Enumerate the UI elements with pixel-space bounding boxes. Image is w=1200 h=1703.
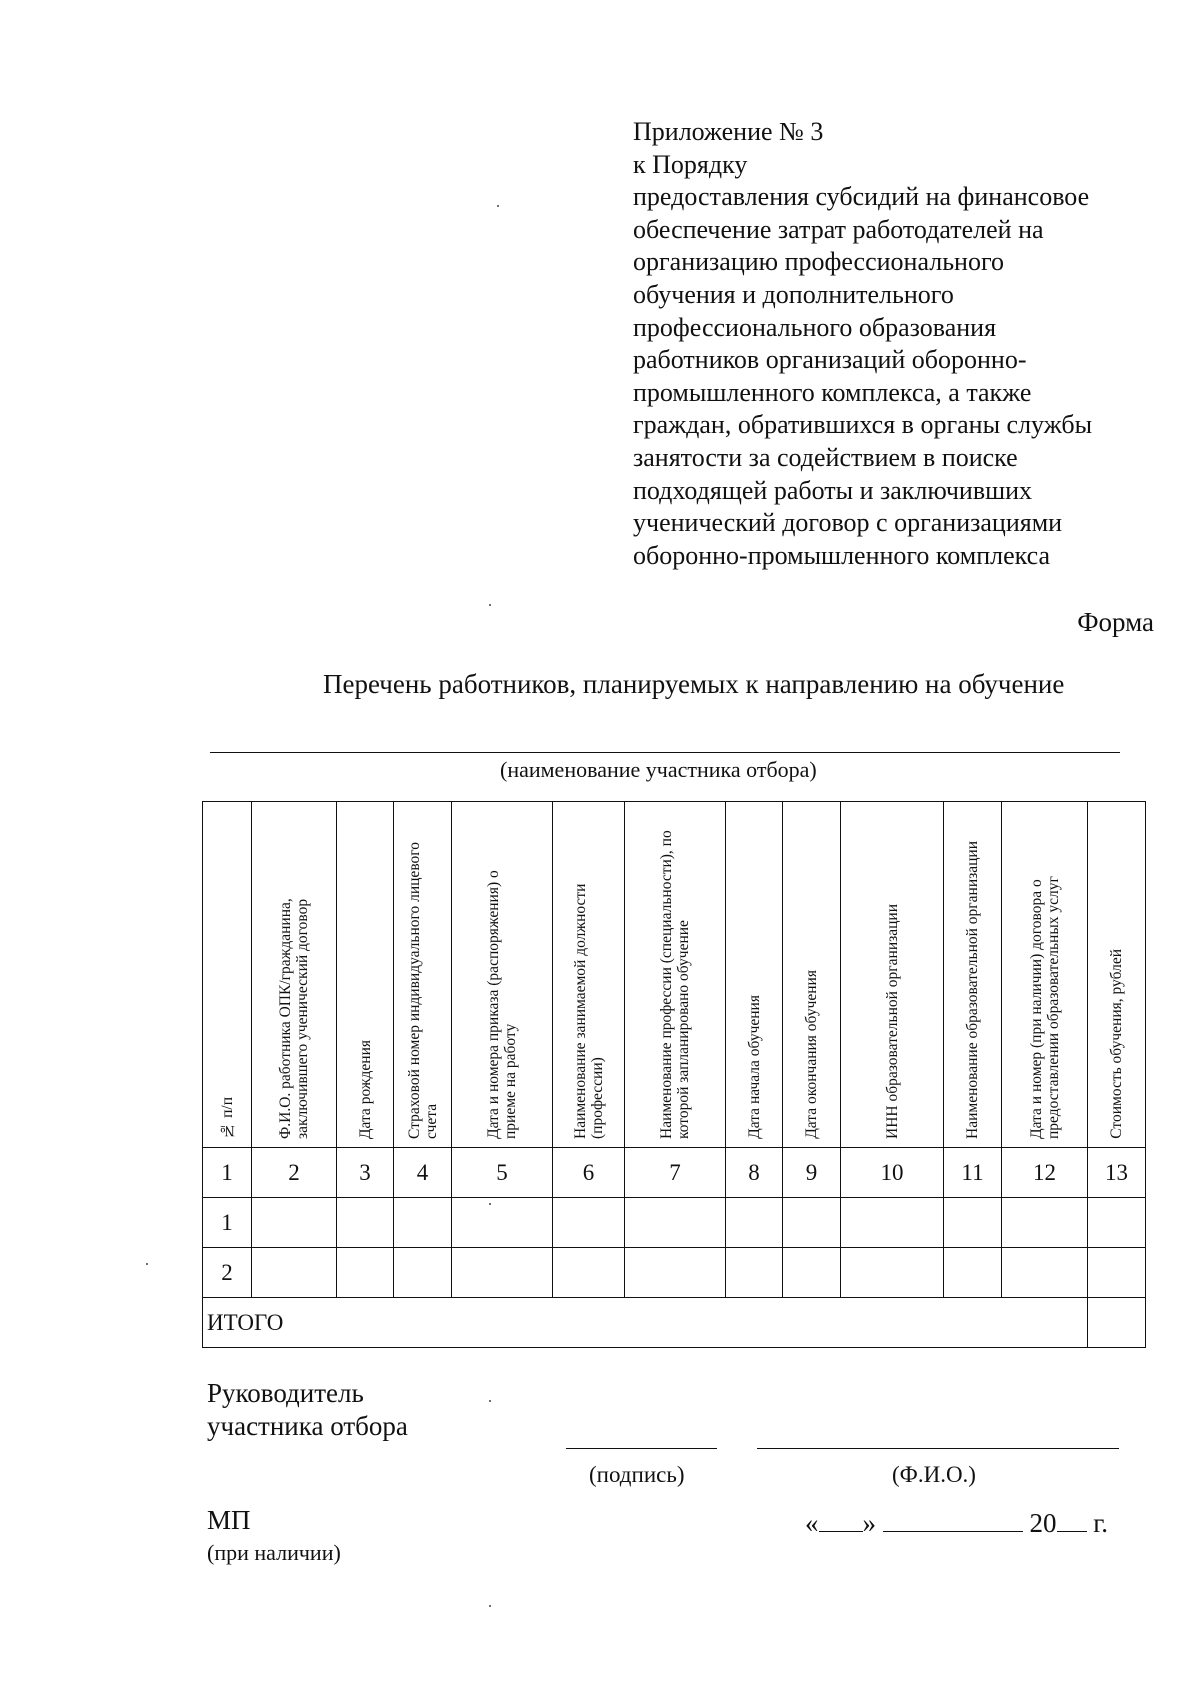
appendix-line: ученический договор с организациями (633, 508, 1063, 538)
appendix-line: обучения и дополнительного (633, 279, 954, 309)
date-field (805, 1507, 1108, 1539)
column-number: 7 (625, 1148, 726, 1198)
scan-speck (146, 1263, 148, 1265)
signatory-role-line: Руководитель (207, 1378, 364, 1408)
appendix-line: организацию профессионального (633, 247, 1004, 277)
header-cell (1002, 802, 1088, 1148)
table-cell[interactable] (1088, 1198, 1146, 1248)
appendix-line: обеспечение затрат работодателей на (633, 214, 1044, 244)
table-row (203, 1198, 1146, 1248)
table-header-row (203, 802, 1146, 1148)
employees-table (202, 801, 1146, 1348)
table-cell[interactable] (1002, 1248, 1088, 1298)
header-cell (394, 802, 452, 1148)
full-name-line[interactable] (757, 1448, 1119, 1449)
table-cell[interactable] (944, 1198, 1002, 1248)
header-label: Стоимость обучения, рублей (1108, 949, 1125, 1139)
table-cell[interactable] (394, 1198, 452, 1248)
column-number: 5 (452, 1148, 553, 1198)
header-cell (337, 802, 394, 1148)
appendix-line: оборонно-промышленного комплекса (633, 540, 1051, 570)
header-label: № п/п (218, 1097, 236, 1139)
scan-speck (497, 205, 499, 207)
column-number: 1 (203, 1148, 252, 1198)
header-cell (783, 802, 841, 1148)
table-cell[interactable] (841, 1248, 944, 1298)
appendix-line: Приложение № 3 (633, 117, 824, 146)
header-label: Дата окончания обучения (803, 970, 820, 1139)
header-label: Дата рождения (356, 1039, 374, 1139)
column-number: 10 (841, 1148, 944, 1198)
table-cell[interactable] (337, 1248, 394, 1298)
appendix-line: профессионального образования (633, 312, 997, 342)
participant-name-line[interactable] (210, 752, 1120, 753)
document-title: Перечень работников, планируемых к направлению на обучение (323, 669, 1065, 699)
header-cell (625, 802, 726, 1148)
stamp-note: (при наличии) (207, 1540, 341, 1565)
appendix-line: занятости за содействием в поиске (633, 442, 1018, 472)
scan-speck (489, 604, 491, 606)
column-number: 11 (944, 1148, 1002, 1198)
appendix-header (633, 116, 1173, 572)
row-number-cell: 1 (203, 1198, 252, 1248)
appendix-line: работников организаций оборонно- (633, 345, 1027, 375)
appendix-line: граждан, обратившихся в органы службы (633, 410, 1093, 440)
header-cell (944, 802, 1002, 1148)
table-cell[interactable] (337, 1198, 394, 1248)
signatory-role-line: участника отбора (207, 1411, 408, 1441)
column-number: 2 (252, 1148, 337, 1198)
table-row (203, 1248, 1146, 1298)
header-cell (841, 802, 944, 1148)
header-label: Наименование образовательной организации (964, 841, 981, 1139)
table-cell[interactable] (553, 1248, 625, 1298)
header-label: Дата и номера приказа (распоряжения) о приеме на работу (485, 870, 519, 1139)
header-cell (726, 802, 783, 1148)
header-cell (553, 802, 625, 1148)
signature-caption: (подпись) (589, 1462, 685, 1487)
table-cell[interactable] (1088, 1248, 1146, 1298)
table-cell[interactable] (553, 1198, 625, 1248)
table-cell[interactable] (783, 1248, 841, 1298)
column-number: 8 (726, 1148, 783, 1198)
signatory-role (207, 1377, 408, 1443)
table-cell[interactable] (252, 1198, 337, 1248)
table-cell[interactable] (452, 1198, 553, 1248)
header-cell (1088, 802, 1146, 1148)
total-value-cell[interactable] (1088, 1298, 1146, 1348)
table-cell[interactable] (394, 1248, 452, 1298)
table-cell[interactable] (625, 1248, 726, 1298)
form-label: Форма (1077, 607, 1154, 637)
column-number: 12 (1002, 1148, 1088, 1198)
header-label: ИНН образовательной организации (883, 904, 901, 1139)
column-number-row (203, 1148, 1146, 1198)
date-day-blank[interactable] (819, 1507, 863, 1532)
header-label: Страховой номер индивидуального лицевого счета (405, 842, 440, 1139)
scan-speck (489, 1605, 491, 1607)
date-year-prefix: 20 (1029, 1508, 1057, 1538)
header-label: Наименование профессии (специальности), по которой запланировано обучение (658, 830, 692, 1139)
header-label: Дата и номер (при наличии) договора о предоставлении образовательных услуг (1027, 876, 1062, 1139)
table-cell[interactable] (452, 1248, 553, 1298)
table-cell[interactable] (1002, 1198, 1088, 1248)
date-month-blank[interactable] (883, 1507, 1023, 1532)
date-year-suffix: г. (1093, 1508, 1109, 1538)
table-cell[interactable] (783, 1198, 841, 1248)
header-cell (252, 802, 337, 1148)
header-label: Ф.И.О. работника ОПК/гражданина, заключившего ученический договор (277, 898, 311, 1139)
column-number: 6 (553, 1148, 625, 1198)
column-number: 4 (394, 1148, 452, 1198)
appendix-line: промышленного комплекса, а также (633, 377, 1032, 407)
appendix-line: подходящей работы и заключивших (633, 475, 1033, 505)
appendix-line: предоставления субсидий на финансовое (633, 182, 1090, 212)
column-number: 3 (337, 1148, 394, 1198)
stamp-label: МП (207, 1505, 251, 1535)
total-row (203, 1298, 1146, 1348)
row-number-cell: 2 (203, 1248, 252, 1298)
signature-line[interactable] (566, 1448, 717, 1449)
header-label: Наименование занимаемой должности (профессии) (571, 883, 606, 1139)
full-name-caption: (Ф.И.О.) (892, 1462, 976, 1487)
table-cell[interactable] (726, 1248, 783, 1298)
column-number: 13 (1088, 1148, 1146, 1198)
participant-name-caption: (наименование участника отбора) (500, 757, 817, 782)
table-cell[interactable] (625, 1198, 726, 1248)
appendix-line: к Порядку (633, 149, 748, 179)
table-cell[interactable] (841, 1198, 944, 1248)
date-year-blank[interactable] (1057, 1507, 1087, 1532)
table-cell[interactable] (726, 1198, 783, 1248)
date-close-quote: » (862, 1508, 876, 1538)
table-cell[interactable] (252, 1248, 337, 1298)
table-cell[interactable] (944, 1248, 1002, 1298)
total-label: ИТОГО (203, 1298, 1088, 1348)
column-number: 9 (783, 1148, 841, 1198)
scan-speck (489, 1400, 491, 1402)
header-label: Дата начала обучения (745, 995, 763, 1139)
header-cell (452, 802, 553, 1148)
date-open-quote: « (805, 1508, 819, 1538)
scan-speck (489, 1203, 491, 1205)
header-cell (203, 802, 252, 1148)
